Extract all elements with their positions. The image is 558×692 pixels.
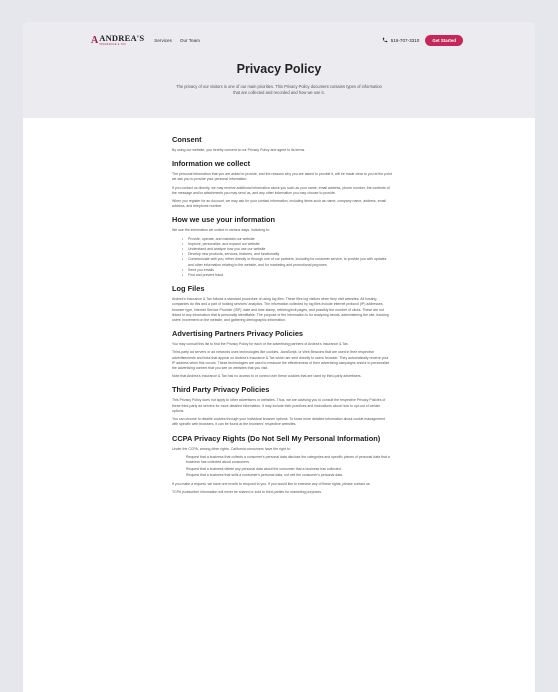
policy-content [172,135,392,501]
section-heading: Consent [172,135,202,144]
section-heading: Information we collect [172,159,251,169]
use-list [184,237,392,279]
section-heading: CCPA Privacy Rights (Do Not Sell My Personal Information) [172,433,381,443]
section-heading: How we use your information [172,215,276,225]
list-item: • Improve, personalize, and expand our website [184,242,392,247]
paragraph: We use the information we collect in various ways, including to: [172,228,270,233]
section-advertising [172,329,392,379]
paragraph: This Privacy Policy does not apply to other advertisers or websites. Thus, we are advising you to consult the respective Privacy Policies of these third-party ad servers for more detailed information. It may include their practices and instructions about how to opt-out of certain options. [172,398,386,413]
section-heading: Advertising Partners Privacy Policies [172,329,304,339]
paragraph: If you make a request, we have one month to respond to you. If you would like to exercise any of these rights, please contact us. [172,481,371,486]
list-item: • Find and prevent fraud [184,273,392,278]
logo-mark: A [91,34,98,46]
section-consent [172,135,392,153]
nav-link-our-team[interactable]: Our Team [179,37,201,43]
paragraph: When you register for an Account, we may ask for your contact information, including items such as name, company name, address, email address, and telephone number. [172,199,386,209]
list-item: • Provide, operate, and maintain our website [184,237,392,242]
section-third-party [172,385,392,427]
section-use [172,215,392,278]
paragraph: By using our website, you hereby consent to our Privacy Policy and agree to its terms. [172,148,306,152]
page-intro: The privacy of our visitors is one of our main priorities. This Privacy Policy document contains types of information that are collected and recorded and how we use it. [176,84,382,95]
paragraph: If you contact us directly, we may receive additional information about you such as your name, email address, phone number, the contents of the message and/or attachments you may send us, and any other information you may choose to provide. [172,185,390,195]
page-title: Privacy Policy [236,62,322,76]
list-item: Request that a business that sells a consumer's personal data, not sell the consumer's personal data. [186,473,343,478]
list-item: • Communicate with you, either directly or through one of our partners, including for customer service, to provide you with updates and other information relating to the website, and for marketing and promotional purposes [184,257,392,267]
list-item: Request that a business delete any personal data about the consumer that a business has collected. [186,466,342,471]
list-item: • Send you emails [184,268,392,273]
section-heading: Log Files [172,284,205,294]
paragraph: Andrea's Insurance & Tax follows a standard procedure of using log files. These files log visitors when they visit websites. All hosting companies do this and a part of hosting services' analytics. The information collected by log files include internet protocol (IP) addresses, browser type, Internet Service Provider (ISP), date and time stamp, referring/exit pages, and possibly the number of clicks. These are not linked to any information that is personally identifiable. The purpose of the information is for analyzing trends, administering the site, tracking users' movement on the website, and gathering demographic information. [172,297,389,323]
paragraph: Note that Andrea's Insurance & Tax has no access to or control over these cookies that are used by third-party advertisers. [172,374,362,379]
paragraph: You can choose to disable cookies through your individual browser options. To know more detailed information about cookie management with specific web browsers, it can be found at the browsers' respective websites. [172,417,385,427]
hero-section [23,22,535,118]
top-nav [91,31,463,49]
section-log-files [172,284,392,323]
phone-link[interactable] [382,37,420,43]
list-item: Request that a business that collects a consumer's personal data disclose the categories and specific pieces of personal data that a business has collected about consumers. [186,454,390,464]
paragraph: The personal information that you are asked to provide, and the reasons why you are asked to provide it, will be made clear to you at the point we ask you to provide your personal information. [172,172,392,182]
logo-name: ANDREA'S [99,33,145,43]
logo-subtitle: INSURANCE & TAX [99,42,127,46]
nav-link-services[interactable]: Services [154,37,172,43]
page-frame [23,22,535,692]
get-started-button[interactable]: Get Started [425,35,463,46]
list-item: • Develop new products, services, features, and functionality [184,252,392,257]
list-item: • Understand and analyze how you use our website [184,247,392,252]
paragraph: TCPA (subscriber information will never be shared or sold to third parties for marketing purposes. [172,489,322,494]
ccpa-list [182,455,392,479]
section-ccpa [172,434,392,495]
phone-icon [382,37,388,43]
logo[interactable] [91,34,144,46]
paragraph: You may consult this list to find the Privacy Policy for each of the advertising partners of Andrea's Insurance & Tax. [172,342,349,347]
paragraph: Under the CCPA, among other rights, California consumers have the right to: [172,446,291,451]
phone-number: 516-707-3310 [390,37,420,43]
section-information [172,159,392,209]
section-heading: Third Party Privacy Policies [172,385,270,395]
paragraph: Third-party ad servers or ad networks uses technologies like cookies, JavaScript, or Web Beacons that are used in their respective advertisements and links that appear on Andrea's Insurance & Tax which are sent directly to users' browser. They automatically receive your IP address when this occurs. These technologies are used to measure the effectiveness of their advertising campaigns and/or to personalize the advertising content that you see on websites that you visit. [172,350,390,371]
